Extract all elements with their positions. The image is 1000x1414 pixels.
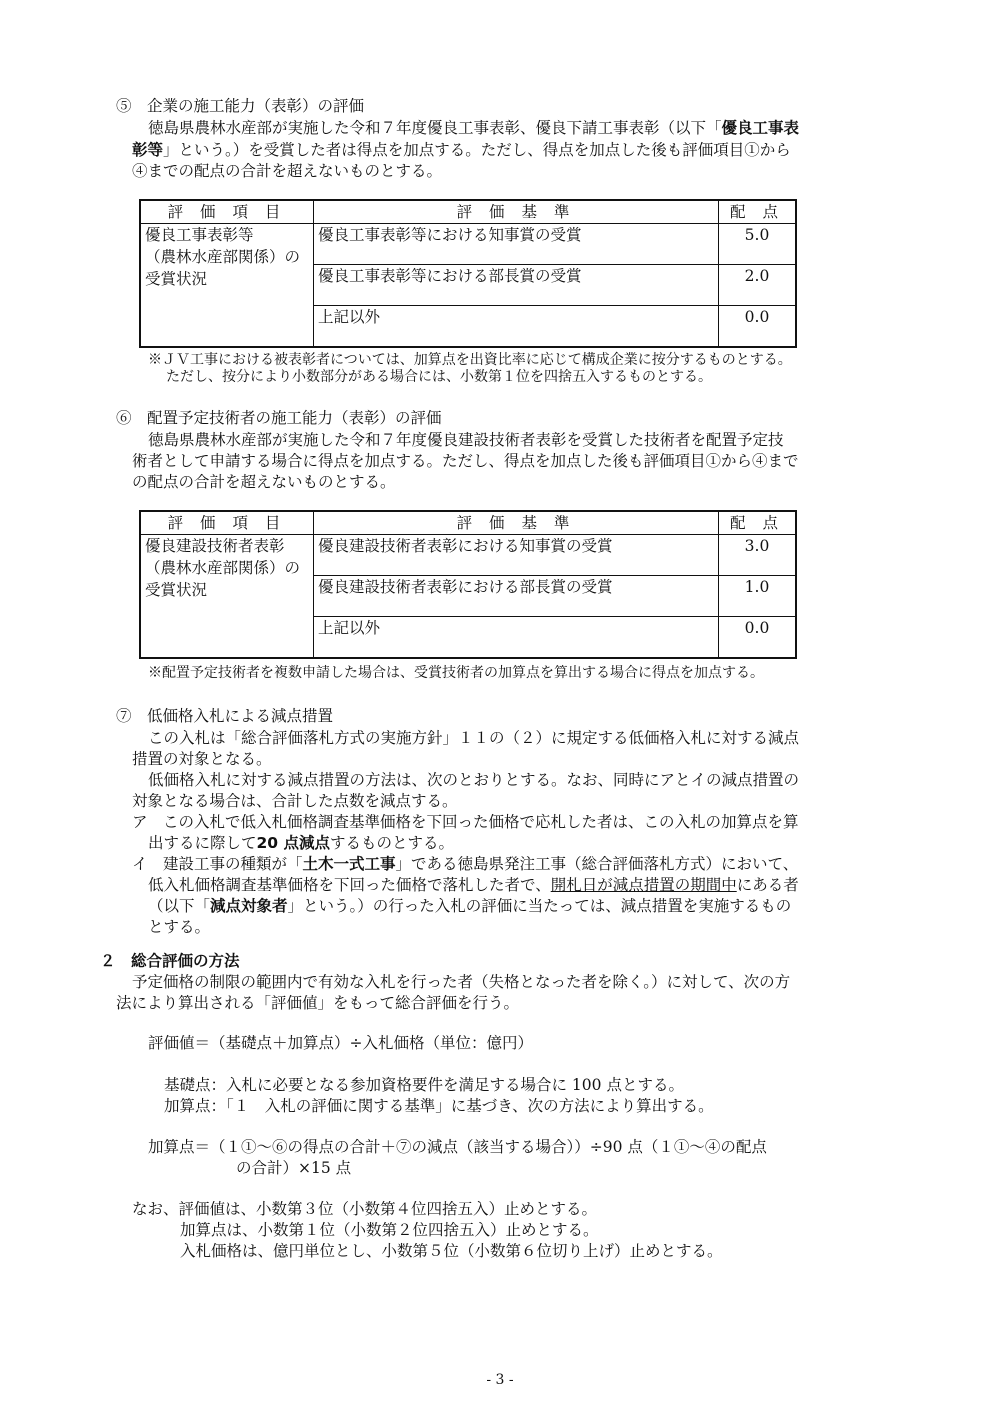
criteria-cell: 上記以外 [314,306,719,347]
header-criteria: 評 価 基 準 [314,511,719,535]
text: 」という。）の行った入札の評価に当たっては、減点措置を実施するもの [287,897,792,915]
added-points: 加算点：「１ 入札の評価に関する基準」に基づき、次の方法により算出する。 [164,1097,714,1115]
criteria-cell: 上記以外 [314,617,719,658]
section-6-para: の配点の合計を超えないものとする。 [132,473,396,491]
rounding-rule: 加算点は、小数第１位（小数第２位四捨五入）止めとする。 [180,1221,599,1239]
text: 徳島県農林水産部が実施した令和７年度優良工事表彰、優良下請工事表彰（以下「 [148,119,722,137]
section-2-para: 予定価格の制限の範囲内で有効な入札を行った者（失格となった者を除く。）に対して、次の方 [132,973,791,991]
text: にある者 [736,876,799,894]
item-a: ア この入札で低入札価格調査基準価格を下回った価格で応札した者は、この入札の加算点を算 [132,813,799,831]
table-1-note: ただし、按分により小数部分がある場合には、小数第１位を四捨五入するものとする。 [166,369,712,385]
item-i [148,874,799,896]
criteria-cell: 優良建設技術者表彰における部長賞の受賞 [314,576,719,617]
added-points-formula: 加算点＝（１①～⑥の得点の合計＋⑦の減点（該当する場合））÷90 点（１①～④の配点 [148,1138,767,1156]
section-6-heading: ⑥ 配置予定技術者の施工能力（表彰）の評価 [116,409,442,427]
points-cell: 3.0 [719,535,797,576]
section-7-heading: ⑦ 低価格入札による減点措置 [116,707,334,725]
bold-term: 20 点減点 [256,834,330,852]
rounding-rule: 入札価格は、億円単位とし、小数第５位（小数第６位切り上げ）止めとする。 [180,1242,723,1260]
section-7-para: 措置の対象となる。 [132,750,272,768]
item-a [148,832,454,854]
text: イ 建設工事の種類が「 [132,855,303,873]
item-i [132,853,798,875]
criteria-cell: 優良工事表彰等における知事賞の受賞 [314,224,719,265]
base-points: 基礎点：入札に必要となる参加資格要件を満足する場合に 100 点とする。 [164,1076,684,1094]
section-7-para: 低価格入札に対する減点措置の方法は、次のとおりとする。なお、同時にアとイの減点措置の [148,771,800,789]
criteria-cell: 優良工事表彰等における部長賞の受賞 [314,265,719,306]
table-2-note: ※配置予定技術者を複数申請した場合は、受賞技術者の加算点を算出する場合に得点を加点する。 [148,665,764,681]
text: 出するに際して [148,834,257,852]
section-6-para: 術者として申請する場合に得点を加点する。ただし、得点を加点した後も評価項目①から④まで [132,452,799,470]
header-points: 配 点 [719,200,797,224]
section-5-para [132,139,791,161]
points-cell: 1.0 [719,576,797,617]
item-label: 優良建設技術者表彰 （農林水産部関係）の 受賞状況 [140,535,314,658]
text: 低入札価格調査基準価格を下回った価格で落札した者で、 [148,876,551,894]
item-label: 優良工事表彰等 （農林水産部関係）の 受賞状況 [140,224,314,347]
criteria-cell: 優良建設技術者表彰における知事賞の受賞 [314,535,719,576]
added-points-formula: の合計）×15 点 [236,1159,352,1177]
points-cell: 2.0 [719,265,797,306]
evaluation-formula: 評価値＝（基礎点＋加算点）÷入札価格（単位：億円） [148,1034,533,1052]
page-number: - 3 - [486,1372,514,1388]
points-cell: 0.0 [719,617,797,658]
rounding-rule: なお、評価値は、小数第３位（小数第４位四捨五入）止めとする。 [132,1200,598,1218]
table-1-note: ※ＪＶ工事における被表彰者については、加算点を出資比率に応じて構成企業に按分するものとする。 [148,352,792,368]
bold-term: 彰等 [132,141,164,159]
bold-term: 優良工事表 [721,119,800,137]
underlined-term: 開札日が減点措置の期間中 [550,876,737,894]
text: 」という。）を受賞した者は得点を加点する。ただし、得点を加点した後も評価項目①から [163,141,791,159]
header-item: 評 価 項 目 [140,200,314,224]
section-5-para [148,117,799,139]
bold-term: 減点対象者 [210,897,288,915]
section-6-para: 徳島県農林水産部が実施した令和７年度優良建設技術者表彰を受賞した技術者を配置予定技 [148,431,784,449]
header-item: 評 価 項 目 [140,511,314,535]
header-points: 配 点 [719,511,797,535]
section-5-para: ④までの配点の合計を超えないものとする。 [132,162,443,180]
points-cell: 5.0 [719,224,797,265]
text: （以下「 [148,897,211,915]
section-7-para: 対象となる場合は、合計した点数を減点する。 [132,792,458,810]
header-criteria: 評 価 基 準 [314,200,719,224]
section-2-heading: ２ 総合評価の方法 [100,952,240,970]
item-i: とする。 [148,918,211,936]
bold-term: 土木一式工事 [302,855,396,873]
award-table-2 [139,510,797,659]
item-i [148,895,791,917]
section-5-heading: ⑤ 企業の施工能力（表彰）の評価 [116,97,365,115]
points-cell: 0.0 [719,306,797,347]
award-table-1 [139,199,797,348]
text: するものとする。 [329,834,454,852]
section-2-para: 法により算出される「評価値」をもって総合評価を行う。 [116,994,520,1012]
text: 」である徳島県発注工事（総合評価落札方式）において、 [395,855,799,873]
section-7-para: この入札は「総合評価落札方式の実施方針」１１の（２）に規定する低価格入札に対する減点 [148,729,800,747]
